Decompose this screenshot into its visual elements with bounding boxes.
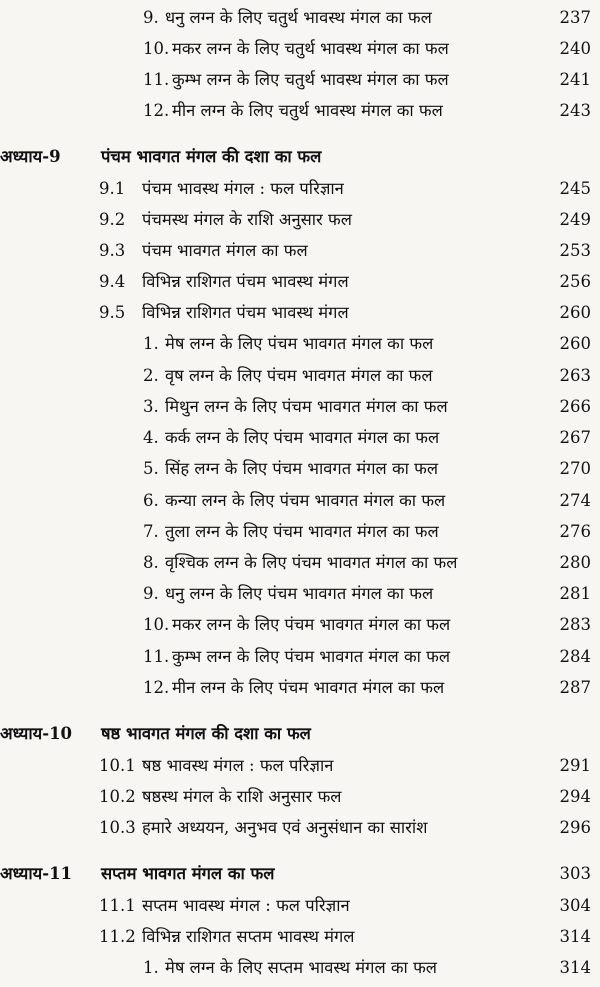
entry-title: धनु लग्न के लिए पंचम भावगत मंगल का फल: [165, 584, 434, 603]
entry-number: 10.: [143, 39, 170, 58]
entry-title: वृश्चिक लग्न के लिए पंचम भावगत मंगल का फल: [165, 553, 458, 572]
entry-number: 2.: [143, 366, 159, 385]
page-number: 260: [559, 334, 591, 353]
entry-number: 10.1: [99, 756, 136, 775]
page-number: 287: [559, 678, 591, 697]
toc-entry-row: [0, 750, 600, 781]
page-number: 304: [559, 896, 591, 915]
entry-number: 9.5: [99, 303, 126, 322]
entry-title: मिथुन लग्न के लिए पंचम भावगत मंगल का फल: [165, 397, 448, 416]
page-number: 283: [559, 615, 591, 634]
entry-number: 11.: [143, 70, 170, 89]
chapter-label: अध्याय-11: [0, 864, 73, 883]
entry-number: 12.: [143, 101, 170, 120]
toc-entry-row: [0, 578, 600, 609]
page-number: 260: [559, 303, 591, 322]
toc-entry-row: [0, 453, 600, 484]
page-number: 314: [559, 927, 591, 946]
entry-title: हमारे अध्ययन, अनुभव एवं अनुसंधान का सारांश: [142, 818, 428, 837]
toc-entry-row: [0, 672, 600, 703]
entry-title: धनु लग्न के लिए चतुर्थ भावस्थ मंगल का फल: [165, 8, 432, 27]
entry-number: 1.: [143, 958, 159, 977]
toc-entry-row: [0, 328, 600, 359]
entry-title: षष्ठ भावस्थ मंगल : फल परिज्ञान: [142, 756, 334, 775]
toc-entry-row: [0, 266, 600, 297]
toc-entry-row: [0, 360, 600, 391]
page-number: 267: [559, 428, 591, 447]
chapter-row: [0, 141, 600, 172]
entry-number: 12.: [143, 678, 170, 697]
toc-entry-row: [0, 391, 600, 422]
toc-entry-row: [0, 890, 600, 921]
entry-title: कर्क लग्न के लिए पंचम भावगत मंगल का फल: [165, 428, 440, 447]
toc-entry-row: [0, 297, 600, 328]
page-number: 237: [559, 8, 591, 27]
chapter-label: अध्याय-10: [0, 724, 73, 743]
toc-entry-row: [0, 641, 600, 672]
page-number: 256: [559, 272, 591, 291]
entry-number: 8.: [143, 553, 159, 572]
page-number: 294: [559, 787, 591, 806]
entry-title: विभिन्न राशिगत सप्तम भावस्थ मंगल: [142, 927, 355, 946]
entry-number: 9.4: [99, 272, 126, 291]
page-number: 314: [559, 958, 591, 977]
entry-number: 9.1: [99, 179, 126, 198]
toc-entry-row: [0, 609, 600, 640]
page-number: 263: [559, 366, 591, 385]
entry-title: पंचम भावगत मंगल का फल: [142, 241, 308, 260]
entry-title: कुम्भ लग्न के लिए चतुर्थ भावस्थ मंगल का फल: [172, 70, 449, 89]
entry-number: 4.: [143, 428, 159, 447]
page-number: 280: [559, 553, 591, 572]
entry-title: मकर लग्न के लिए चतुर्थ भावस्थ मंगल का फल: [172, 39, 449, 58]
entry-title: कुम्भ लग्न के लिए पंचम भावगत मंगल का फल: [172, 647, 451, 666]
toc-entry-row: [0, 812, 600, 843]
entry-title: सप्तम भावस्थ मंगल : फल परिज्ञान: [142, 896, 350, 915]
toc-entry-row: [0, 781, 600, 812]
toc-entry-row: [0, 204, 600, 235]
toc-entry-row: [0, 516, 600, 547]
entry-number: 6.: [143, 491, 159, 510]
chapter-title: पंचम भावगत मंगल की दशा का फल: [101, 147, 322, 166]
toc-entry-row: [0, 33, 600, 64]
entry-title: विभिन्न राशिगत पंचम भावस्थ मंगल: [142, 272, 349, 291]
entry-number: 3.: [143, 397, 159, 416]
toc-entry-row: [0, 95, 600, 126]
chapter-row: [0, 858, 600, 889]
entry-title: मेष लग्न के लिए सप्तम भावस्थ मंगल का फल: [165, 958, 437, 977]
toc-entry-row: [0, 422, 600, 453]
page-number: 291: [559, 756, 591, 775]
entry-title: मकर लग्न के लिए पंचम भावगत मंगल का फल: [172, 615, 451, 634]
page-number: 240: [559, 39, 591, 58]
entry-title: मीन लग्न के लिए चतुर्थ भावस्थ मंगल का फल: [172, 101, 443, 120]
entry-number: 10.: [143, 615, 170, 634]
page-number: 276: [559, 522, 591, 541]
toc-entry-row: [0, 952, 600, 983]
page-number: 253: [559, 241, 591, 260]
entry-title: षष्ठस्थ मंगल के राशि अनुसार फल: [142, 787, 342, 806]
entry-title: कन्या लग्न के लिए पंचम भावगत मंगल का फल: [165, 491, 446, 510]
page-number: 303: [559, 864, 591, 883]
toc-entry-row: [0, 921, 600, 952]
entry-title: पंचम भावस्थ मंगल : फल परिज्ञान: [142, 179, 344, 198]
entry-number: 11.: [143, 647, 170, 666]
entry-number: 9.: [143, 8, 159, 27]
page-number: 296: [559, 818, 591, 837]
entry-number: 5.: [143, 459, 159, 478]
page-number: 249: [559, 210, 591, 229]
entry-title: तुला लग्न के लिए पंचम भावगत मंगल का फल: [165, 522, 439, 541]
entry-title: मेष लग्न के लिए पंचम भावगत मंगल का फल: [165, 334, 434, 353]
page-number: 274: [559, 491, 591, 510]
page-number: 241: [559, 70, 591, 89]
toc-entry-row: [0, 235, 600, 266]
chapter-label: अध्याय-9: [0, 147, 61, 166]
entry-number: 10.2: [99, 787, 136, 806]
toc-entry-row: [0, 64, 600, 95]
entry-number: 1.: [143, 334, 159, 353]
entry-number: 9.2: [99, 210, 126, 229]
entry-title: वृष लग्न के लिए पंचम भावगत मंगल का फल: [165, 366, 433, 385]
entry-title: सिंह लग्न के लिए पंचम भावगत मंगल का फल: [165, 459, 439, 478]
entry-number: 7.: [143, 522, 159, 541]
entry-number: 11.2: [99, 927, 136, 946]
toc-entry-row: [0, 2, 600, 33]
entry-title: विभिन्न राशिगत पंचम भावस्थ मंगल: [142, 303, 349, 322]
toc-entry-row: [0, 547, 600, 578]
entry-number: 9.3: [99, 241, 126, 260]
chapter-title: षष्ठ भावगत मंगल की दशा का फल: [101, 724, 311, 743]
chapter-row: [0, 718, 600, 749]
toc-entry-row: [0, 173, 600, 204]
page-number: 266: [559, 397, 591, 416]
chapter-title: सप्तम भावगत मंगल का फल: [101, 864, 275, 883]
page-number: 270: [559, 459, 591, 478]
entry-title: पंचमस्थ मंगल के राशि अनुसार फल: [142, 210, 352, 229]
page-number: 284: [559, 647, 591, 666]
entry-number: 11.1: [99, 896, 136, 915]
entry-number: 10.3: [99, 818, 136, 837]
toc-entry-row: [0, 485, 600, 516]
page-number: 245: [559, 179, 591, 198]
page-number: 281: [559, 584, 591, 603]
entry-title: मीन लग्न के लिए पंचम भावगत मंगल का फल: [172, 678, 445, 697]
entry-number: 9.: [143, 584, 159, 603]
page-number: 243: [559, 101, 591, 120]
